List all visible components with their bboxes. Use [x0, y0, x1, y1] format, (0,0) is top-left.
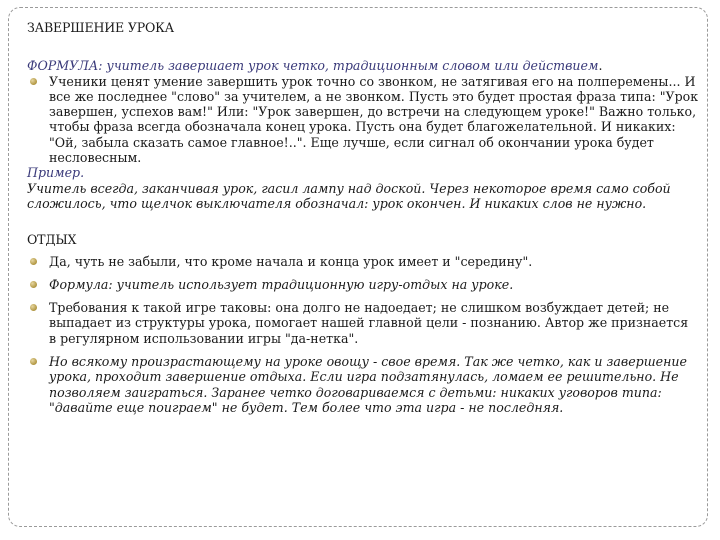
- list-item: [27, 354, 699, 415]
- list-item: [27, 254, 699, 269]
- example-text: Учитель всегда, заканчивая урок, гасил лампу над доской. Через некоторое время само собой сложилось, что щелчок выключателя обозначал: урок окончен. И никаких слов не нужно.: [27, 180, 671, 211]
- bullet-icon: [30, 78, 37, 85]
- section-heading-rest: ОТДЫХ: [27, 232, 77, 248]
- list-item: [27, 277, 699, 292]
- list-item-text: Ученики ценят умение завершить урок точно со звонком, не затягивая его на полперемены... И все же последнее "слово" за учителем, а не звонком. Пусть это будет простая фраза типа: "Урок завершен, успехов вам!" Или: "Урок завершен, до встречи на следующем уроке!" Важно только, чтобы фраза всегда обозначала конец урока. Пусть она будет благожелательной. И никаких: "Ой, забыла сказать самое главное!..". Еще лучше, если сигнал об окончании урока будет несловесным.: [49, 73, 699, 166]
- list-item-text: Но всякому произрастающему на уроке овощу - свое время. Так же четко, как и завершение урока, проходит завершение отдыха. Если игра подзатянулась, ломаем ее решительно. Не позволяем заиграться. Заранее четко договариваемся с детьми: никаких уговоров типа: "давайте еще поиграем" не будет. Тем более что эта игра - не последняя.: [49, 354, 687, 415]
- list-item-text: Формула: учитель использует традиционную игру-отдых на уроке.: [49, 276, 514, 292]
- bullet-icon: [30, 258, 37, 265]
- formula-text: ФОРМУЛА: учитель завершает урок четко, традиционным словом или действием: [27, 58, 599, 74]
- list-item: [27, 74, 699, 166]
- formula-tail: .: [598, 58, 603, 74]
- list-item: [27, 300, 699, 346]
- list-item-text: Требования к такой игре таковы: она долго не надоедает; не слишком возбуждает детей; не выпадает из структуры урока, помогает нашей главной цели - познанию. Автор же признается в регулярном использовании игры "да-нетка".: [49, 300, 689, 346]
- section2-list: [27, 254, 699, 416]
- slide-content: [27, 20, 699, 415]
- bullet-icon: [30, 358, 37, 365]
- formula-line: [27, 58, 699, 73]
- bullet-icon: [30, 304, 37, 311]
- section-heading-lesson-end: ЗАВЕРШЕНИЕ УРОКА: [27, 20, 175, 35]
- example-label: Пример.: [27, 165, 85, 181]
- list-item-text: Да, чуть не забыли, что кроме начала и конца урок имеет и "середину".: [49, 253, 533, 269]
- section1-list: [27, 74, 699, 166]
- bullet-icon: [30, 281, 37, 288]
